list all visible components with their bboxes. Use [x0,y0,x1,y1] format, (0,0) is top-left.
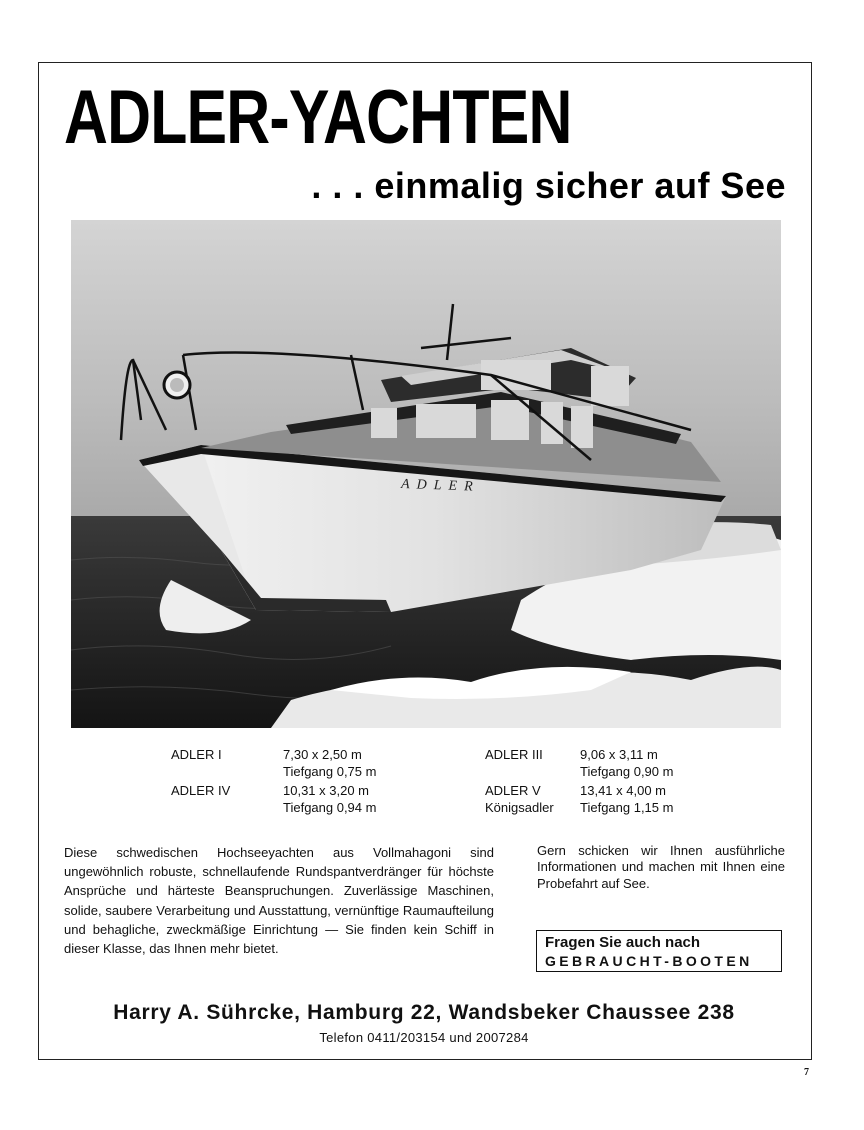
spec-model-name: ADLER V [485,783,541,798]
spec-model-name: ADLER IV [171,783,231,798]
tagline: . . . einmalig sicher auf See [311,165,786,206]
spec-model-name: ADLER III [485,747,543,762]
boat-hull-name: ADLER [400,477,480,495]
spec-model-subname: Königsadler [485,800,554,815]
spec-draft: Tiefgang 0,90 m [580,764,674,779]
description-paragraph: Diese schwedischen Hochseeyachten aus Vollmahagoni sind ungewöhnlich robuste, schnellaufende Rundspantverdränger für höchste Ansprüche und härteste Beanspruchungen. Zuverlässige Maschinen, solide, saubere Verarbeitung und Ausstattung, vernünftige Raumaufteilung und behagliche, zweckmäßige Einrichtung — Sie finden kein Schiff in dieser Klasse, das Ihnen mehr bietet. [64,845,494,957]
spec-dimensions: 10,31 x 3,20 m [283,783,369,798]
dealer-address: Harry A. Sührcke, Hamburg 22, Wandsbeker Chaussee 238 [113,1001,735,1024]
spec-dimensions: 13,41 x 4,00 m [580,783,666,798]
used-boats-line2: GEBRAUCHT-BOOTEN [545,953,753,969]
spec-dimensions: 9,06 x 3,11 m [580,747,658,762]
used-boats-box [536,930,782,972]
page-number: 7 [804,1067,809,1078]
spec-draft: Tiefgang 0,75 m [283,764,377,779]
offer-paragraph: Gern schicken wir Ihnen ausführliche Informationen und machen mit Ihnen eine Probefahrt auf See. [537,843,785,891]
spec-dimensions: 7,30 x 2,50 m [283,747,362,762]
spec-draft: Tiefgang 0,94 m [283,800,377,815]
yacht-photo [71,220,781,728]
spec-model-name: ADLER I [171,747,222,762]
headline: ADLER-YACHTEN [64,75,572,160]
dealer-phone: Telefon 0411/203154 und 2007284 [319,1030,529,1045]
spec-draft: Tiefgang 1,15 m [580,800,674,815]
used-boats-line1: Fragen Sie auch nach [545,934,701,951]
